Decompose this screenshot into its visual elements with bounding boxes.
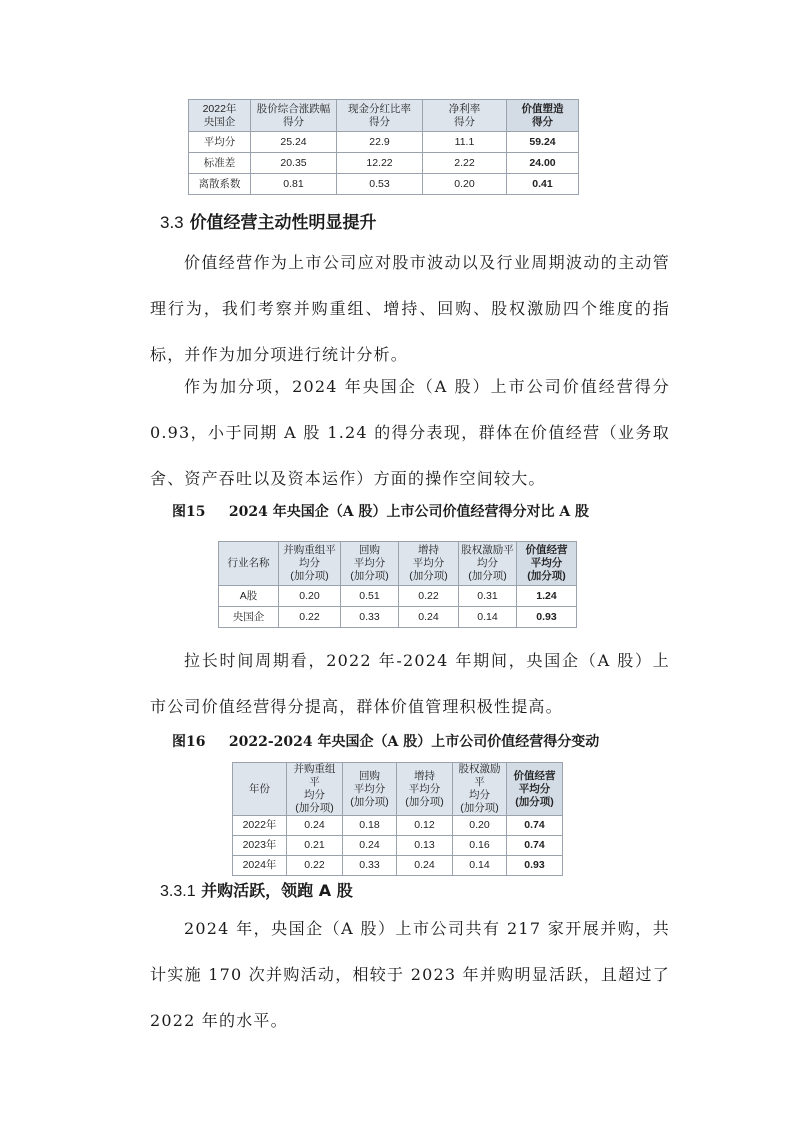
header-cell (343, 763, 397, 816)
section-heading-3-3 (160, 208, 377, 233)
row-label: 2024年 (233, 856, 287, 876)
header-line: (加分项) (409, 570, 448, 582)
table-cell: 0.20 (423, 174, 507, 195)
header-line: 央国企 (203, 115, 236, 128)
table-cell-total: 24.00 (507, 153, 579, 174)
header-cell (233, 763, 287, 816)
header-line: (加分项) (290, 570, 329, 582)
header-cell (251, 100, 337, 132)
paragraph-score-comparison: 作为加分项，2024 年央国企（A 股）上市公司价值经营得分 0.93，小于同期 A 股 1.24 的得分表现，群体在价值经营（业务取舍、资产吞吐以及资本运作）方面的操作空间较大。 (150, 377, 670, 488)
table-row (233, 856, 563, 876)
table-cell: 0.51 (341, 586, 399, 607)
row-label: 2022年 (233, 816, 287, 836)
table-cell: 0.14 (453, 856, 507, 876)
table-row (219, 586, 577, 607)
table-header-row (189, 100, 579, 132)
header-line: 平均分 (530, 557, 563, 569)
figure-caption-16 (172, 731, 599, 751)
table-cell: 0.16 (453, 836, 507, 856)
header-line: (加分项) (468, 570, 507, 582)
table-cell: 22.9 (337, 132, 423, 153)
header-cell (341, 542, 399, 586)
header-line: 年份 (249, 782, 270, 795)
table-cell: 0.14 (459, 607, 517, 628)
score-table-2022 (188, 99, 579, 195)
table-row (189, 153, 579, 174)
header-line: 得分 (532, 115, 553, 128)
value-management-vs-ashare-table (218, 541, 577, 628)
header-line: 回购 (359, 769, 380, 782)
header-line: 回购 (359, 544, 380, 556)
section-heading-3-3-1 (160, 878, 353, 901)
header-cell (287, 763, 343, 816)
table-cell: 0.81 (251, 174, 337, 195)
header-cell (423, 100, 507, 132)
table-cell: 25.24 (251, 132, 337, 153)
table-cell: 0.24 (343, 836, 397, 856)
header-line: 价值经营 (513, 769, 556, 782)
header-line: 平均分 (408, 782, 441, 795)
header-line: 并购重组平 (283, 544, 336, 556)
row-label: 平均分 (189, 132, 251, 153)
header-line: (加分项) (350, 795, 389, 808)
header-line: (加分项) (515, 795, 554, 808)
table-cell-total: 59.24 (507, 132, 579, 153)
row-label: 央国企 (219, 607, 279, 628)
table-header-row (219, 542, 577, 586)
header-line: 得分 (283, 115, 304, 128)
section-title: 并购活跃，领跑 A 股 (201, 881, 353, 900)
header-line: 平均分 (412, 557, 445, 569)
header-line: 价值塑造 (521, 102, 564, 115)
table-cell: 0.22 (287, 856, 343, 876)
paragraph-value-management: 价值经营作为上市公司应对股市波动以及行业周期波动的主动管理行为，我们考察并购重组、增持、回购、股权激励四个维度的指标，并作为加分项进行统计分析。 (150, 253, 670, 364)
row-label: 离散系数 (189, 174, 251, 195)
header-line: 得分 (454, 115, 475, 128)
figure-title: 2024 年央国企（A 股）上市公司价值经营得分对比 A 股 (228, 504, 590, 520)
table-cell-total: 0.41 (507, 174, 579, 195)
table-cell: 0.21 (287, 836, 343, 856)
figure-label: 图15 (172, 504, 206, 520)
header-line: 平均分 (353, 782, 386, 795)
header-line: 并购重组平 (293, 763, 336, 788)
table-cell: 0.22 (279, 607, 341, 628)
table-cell-total: 0.93 (517, 607, 577, 628)
header-cell (189, 100, 251, 132)
section-number: 3.3.1 (160, 883, 196, 900)
table-row (219, 607, 577, 628)
table-header-row (233, 763, 563, 816)
table-cell: 20.35 (251, 153, 337, 174)
header-line: 净利率 (448, 102, 481, 115)
table-cell-total: 0.93 (507, 856, 563, 876)
figure-title: 2022-2024 年央国企（A 股）上市公司价值经营得分变动 (228, 734, 600, 750)
table-cell: 0.22 (399, 586, 459, 607)
header-line: (加分项) (460, 802, 499, 814)
header-line: 均分 (469, 789, 490, 801)
header-cell-total (507, 100, 579, 132)
table-cell: 0.18 (343, 816, 397, 836)
header-line: (加分项) (527, 570, 566, 582)
section-number: 3.3 (160, 213, 184, 232)
header-cell (399, 542, 459, 586)
table-cell-total: 1.24 (517, 586, 577, 607)
header-cell-total (507, 763, 563, 816)
header-line: 均分 (304, 789, 325, 801)
row-label: A股 (219, 586, 279, 607)
header-cell (219, 542, 279, 586)
table-cell: 0.13 (397, 836, 453, 856)
header-line: 2022年 (202, 102, 237, 115)
header-line: (加分项) (350, 570, 389, 582)
header-line: 平均分 (353, 557, 386, 569)
header-line: 增持 (418, 544, 439, 556)
header-line: 得分 (369, 115, 390, 128)
header-line: 价值经营 (525, 544, 568, 556)
table-cell: 0.33 (343, 856, 397, 876)
header-line: 增持 (414, 769, 435, 782)
header-line: (加分项) (405, 795, 444, 808)
header-line: 均分 (299, 557, 320, 569)
header-line: 平均分 (518, 782, 551, 795)
value-management-trend-table (232, 762, 563, 876)
header-cell-total (517, 542, 577, 586)
paragraph-mna-activity: 2024 年，央国企（A 股）上市公司共有 217 家开展并购，共计实施 170 次并购活动，相较于 2023 年并购明显活跃，且超过了 2022 年的水平。 (150, 919, 670, 1030)
header-cell (279, 542, 341, 586)
table-cell: 0.20 (453, 816, 507, 836)
table-cell: 0.20 (279, 586, 341, 607)
row-label: 2023年 (233, 836, 287, 856)
header-line: 均分 (477, 557, 498, 569)
table-row (189, 174, 579, 195)
header-cell (459, 542, 517, 586)
header-line: 股权激励平 (461, 544, 514, 556)
table-cell: 12.22 (337, 153, 423, 174)
header-cell (337, 100, 423, 132)
header-line: 行业名称 (227, 557, 270, 569)
table-cell: 0.24 (399, 607, 459, 628)
header-cell (453, 763, 507, 816)
table-cell: 0.24 (397, 856, 453, 876)
table-cell-total: 0.74 (507, 836, 563, 856)
figure-label: 图16 (172, 734, 206, 750)
section-title: 价值经营主动性明显提升 (189, 213, 377, 233)
table-row (233, 836, 563, 856)
table-cell: 0.31 (459, 586, 517, 607)
table-cell: 0.33 (341, 607, 399, 628)
header-line: (加分项) (295, 802, 334, 814)
row-label: 标准差 (189, 153, 251, 174)
header-line: 现金分红比率 (348, 102, 411, 115)
table-cell: 11.1 (423, 132, 507, 153)
header-line: 股价综合涨跌幅 (256, 102, 331, 115)
table-row (189, 132, 579, 153)
paragraph-trend: 拉长时间周期看，2022 年-2024 年期间，央国企（A 股）上市公司价值经营得分提高，群体价值管理积极性提高。 (150, 651, 670, 716)
figure-caption-15 (172, 501, 589, 521)
table-cell: 2.22 (423, 153, 507, 174)
table-row (233, 816, 563, 836)
table-cell: 0.12 (397, 816, 453, 836)
table-cell: 0.53 (337, 174, 423, 195)
table-cell: 0.24 (287, 816, 343, 836)
table-cell-total: 0.74 (507, 816, 563, 836)
header-line: 股权激励平 (458, 763, 501, 788)
header-cell (397, 763, 453, 816)
